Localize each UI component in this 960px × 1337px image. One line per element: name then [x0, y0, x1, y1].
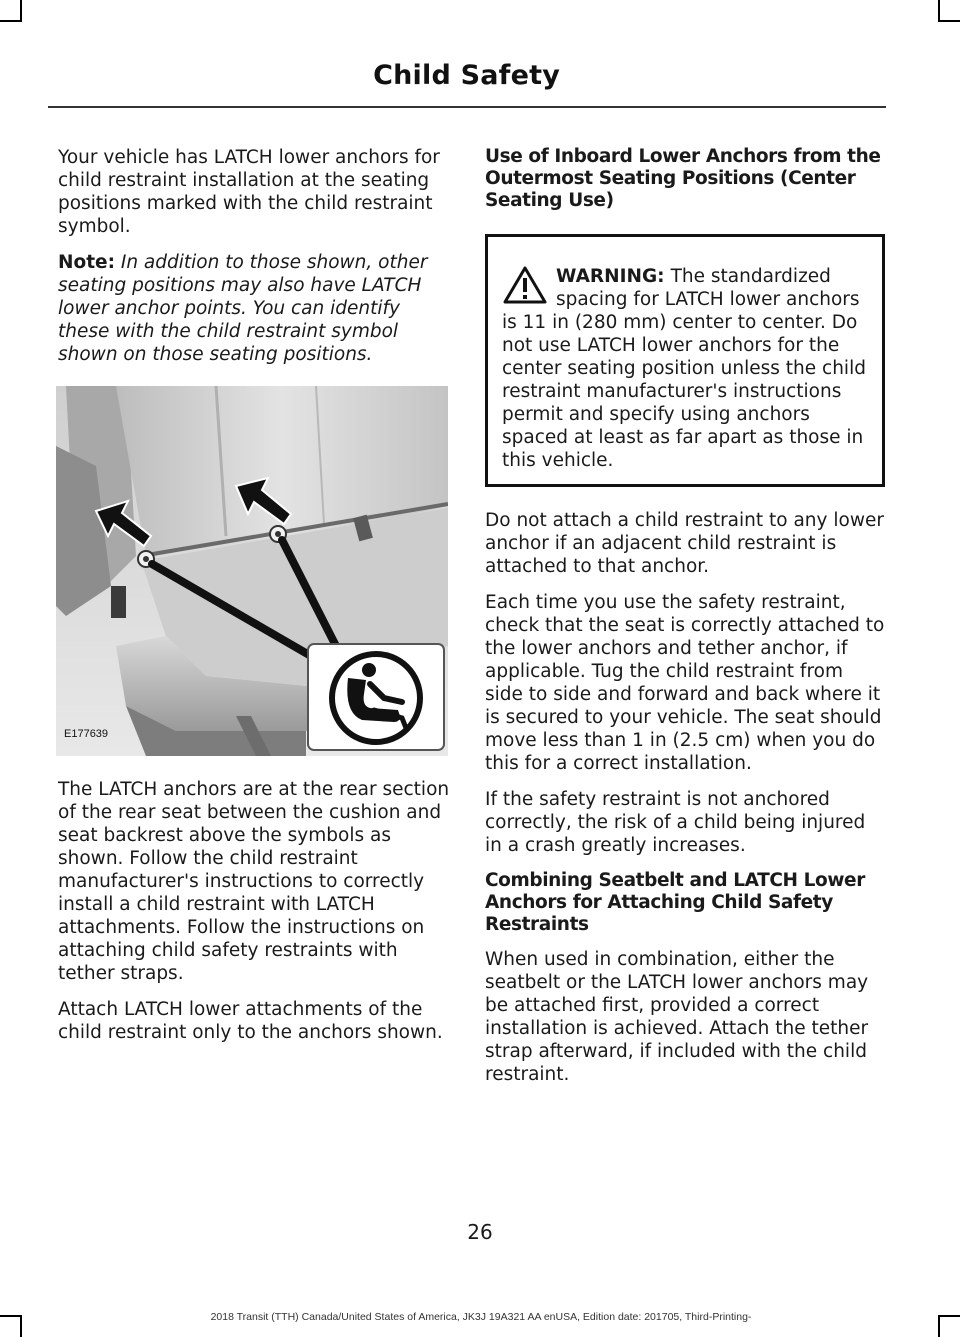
header-divider	[48, 106, 886, 108]
warning-triangle-icon	[502, 265, 548, 305]
heading-combining: Combining Seatbelt and LATCH Lower Anchors for Attaching Child Safety Restraints	[485, 870, 865, 935]
check-paragraph: Each time you use the safety restraint, check that the seat is correctly attached to the lower anchors and tether anchor, if applicable. Tug the child restraint from side to side and forward and back where it is secured to your vehicle. The seat should move less than 1 in (2.5 cm) when you do this for a correct installation.	[485, 592, 885, 774]
note-text: In addition to those shown, other seating positions may also have LATCH lower anchor points. You can identify these with the child restraint symbol shown on those seating positions.	[58, 252, 428, 365]
attach-paragraph: Attach LATCH lower attachments of the child restraint only to the anchors shown.	[58, 999, 443, 1043]
crop-mark	[20, 1315, 22, 1337]
page-title: Child Safety	[373, 60, 560, 91]
crop-mark	[938, 1315, 960, 1317]
footer-edition: 2018 Transit (TTH) Canada/United States of America, JK3J 19A321 AA enUSA, Edition date: 201705, Third-Printing-	[210, 1311, 752, 1323]
adjacent-paragraph: Do not attach a child restraint to any lower anchor if an adjacent child restraint is attached to that anchor.	[485, 510, 884, 577]
location-paragraph: The LATCH anchors are at the rear section of the rear seat between the cushion and seat backrest above the symbols as shown. Follow the child restraint manufacturer's instructions to correctly install a child restraint with LATCH attachments. Follow the instructions on attaching child safety restraints with tether straps.	[58, 779, 450, 984]
crop-mark	[938, 1315, 940, 1337]
figure-code: E177639	[64, 728, 109, 740]
note-paragraph	[58, 251, 453, 366]
crop-mark	[0, 1315, 22, 1317]
warning-label: WARNING:	[556, 266, 665, 287]
warning-text: The standardized spacing for LATCH lower anchors is 11 in (280 mm) center to center. Do not use LATCH lower anchors for the center seating position unless the child restraint manufacturer's instructions permit and specify using anchors spaced at least as far apart as those in this vehicle.	[502, 266, 866, 471]
note-label: Note:	[58, 252, 115, 273]
intro-paragraph: Your vehicle has LATCH lower anchors for child restraint installation at the seating positions marked with the child restraint symbol.	[58, 147, 440, 237]
warning-box	[485, 234, 885, 487]
latch-anchor-figure	[56, 386, 448, 756]
child-restraint-icon	[314, 648, 438, 748]
crop-mark	[20, 0, 22, 22]
page-number: 26	[467, 1220, 493, 1244]
crop-mark	[0, 20, 22, 22]
warning-body	[502, 265, 868, 472]
risk-paragraph: If the safety restraint is not anchored correctly, the risk of a child being injured in a crash greatly increases.	[485, 789, 866, 856]
heading-inboard-anchors: Use of Inboard Lower Anchors from the Outermost Seating Positions (Center Seating Use)	[485, 146, 881, 211]
right-column	[485, 146, 885, 1099]
crop-mark	[938, 0, 940, 22]
combining-paragraph: When used in combination, either the seatbelt or the LATCH lower anchors may be attached first, provided a correct installation is achieved. Attach the tether strap afterward, if included with the child restraint.	[485, 949, 869, 1085]
crop-mark	[938, 20, 960, 22]
left-column	[58, 146, 453, 1057]
